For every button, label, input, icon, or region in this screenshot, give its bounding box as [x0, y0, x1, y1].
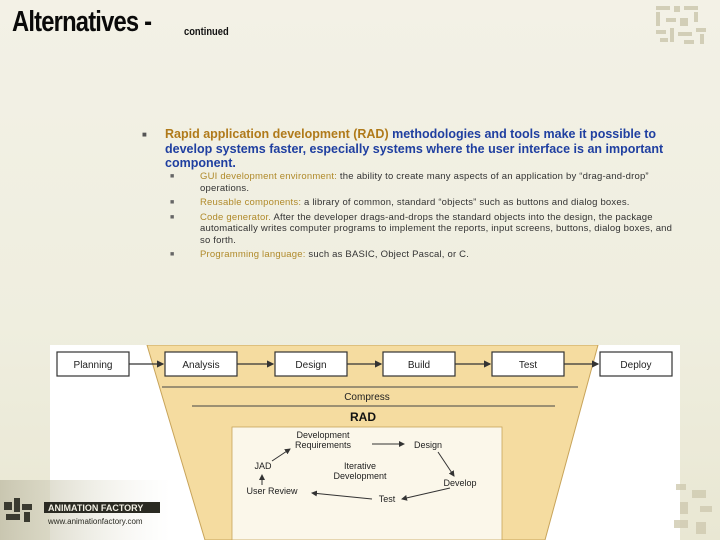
cycle-iterative-1: Iterative	[343, 461, 377, 471]
cycle-iterative-2: Development	[333, 471, 387, 481]
sub-bullet-marker: ■	[170, 173, 175, 180]
sub-bullet-reusable	[170, 197, 675, 209]
corner-decoration-icon	[670, 480, 720, 540]
cycle-dev-requirements-2: Requirements	[294, 440, 352, 450]
phase-planning: Planning	[73, 360, 113, 371]
main-bullet	[165, 127, 665, 171]
sub-bullet-text: the ability to create many aspects of an application by “drag-and-drop” operations.	[200, 171, 649, 194]
sub-bullet-list	[170, 171, 675, 264]
cycle-dev-requirements-1: Development	[296, 430, 350, 440]
sub-bullet-programming	[170, 249, 675, 261]
cycle-jad: JAD	[254, 461, 272, 471]
sub-bullet-gui	[170, 171, 675, 194]
cycle-develop: Develop	[443, 478, 477, 488]
sub-bullet-text: such as BASIC, Object Pascal, or C.	[305, 249, 470, 260]
sub-bullet-text: After the developer drags-and-drops the standard objects into the design, the package automatically writes computer programs to implement the reports, input screens, buttons, dialog boxes, and so forth.	[200, 211, 673, 246]
cycle-test: Test	[378, 494, 396, 504]
phase-build: Build	[407, 360, 431, 371]
sub-bullet-marker: ■	[170, 251, 175, 258]
compress-label: Compress	[344, 392, 390, 403]
sub-bullet-term: Programming language:	[200, 249, 306, 260]
phase-design: Design	[295, 360, 327, 371]
sub-bullet-text: a library of common, standard “objects” such as buttons and dialog boxes.	[301, 197, 630, 208]
title-main: Alternatives -	[12, 6, 152, 38]
rad-highlight: Rapid application development (RAD)	[165, 127, 389, 141]
sub-bullet-marker: ■	[170, 213, 175, 221]
sub-bullet-term: Code generator.	[200, 211, 272, 223]
animation-factory-logo	[0, 480, 170, 540]
phase-deploy: Deploy	[620, 360, 652, 371]
main-bullet-text: methodologies and tools make it possible to develop systems faster, especially systems where the user interface is an important component.	[165, 127, 664, 170]
main-bullet-marker: ■	[142, 130, 147, 139]
sub-bullet-marker: ■	[170, 199, 175, 206]
sub-bullet-term: Reusable components:	[200, 197, 302, 208]
phase-analysis: Analysis	[182, 360, 220, 371]
corner-logo-icon	[654, 4, 710, 46]
rad-label: RAD	[350, 410, 376, 424]
title-subtitle: continued	[184, 26, 229, 38]
cycle-user-review: User Review	[246, 486, 298, 496]
cycle-design: Design	[413, 440, 443, 450]
sub-bullet-code-generator	[170, 211, 675, 247]
footer-url: www.animationfactory.com	[48, 517, 143, 526]
sub-bullet-term: GUI development environment:	[200, 171, 338, 182]
phase-test: Test	[518, 360, 538, 371]
slide-title	[12, 6, 229, 39]
footer-brand: ANIMATION FACTORY	[48, 503, 144, 513]
